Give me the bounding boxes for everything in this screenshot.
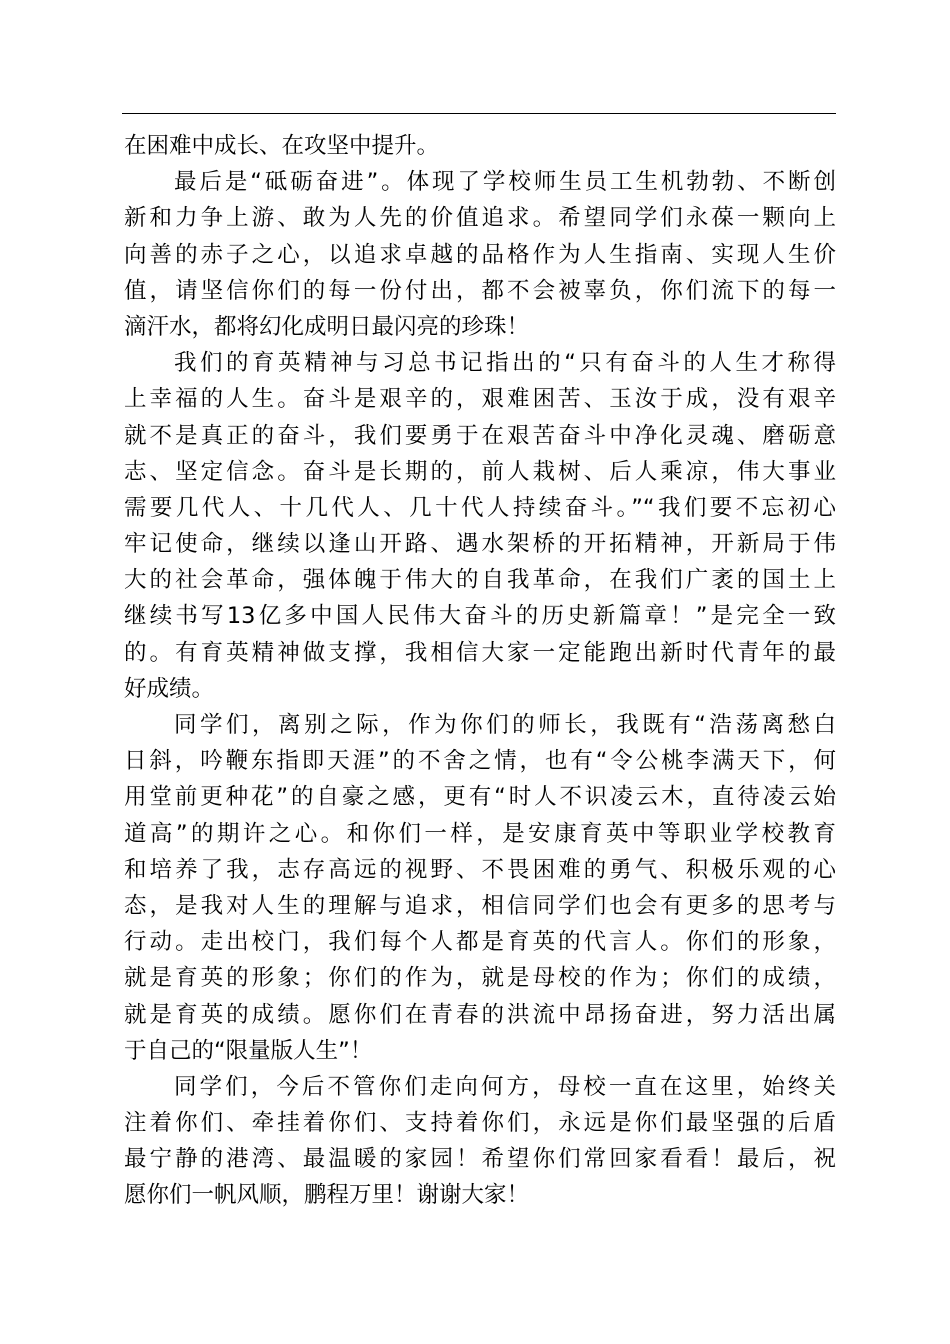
text-line: 最宁静的港湾、最温暖的家园！希望你们常回家看看！最后，祝	[124, 1146, 836, 1173]
text-line: 值，请坚信你们的每一份付出，都不会被辜负，你们流下的每一	[124, 277, 836, 304]
text-line: 滴汗水，都将幻化成明日最闪亮的珍珠！	[124, 313, 530, 340]
text-line: 上幸福的人生。奋斗是艰辛的，艰难困苦、玉汝于成，没有艰辛	[124, 386, 836, 413]
text-line: 大的社会革命，强体魄于伟大的自我革命，在我们广袤的国土上	[124, 567, 836, 594]
text-line: 在困难中成长、在攻坚中提升。	[124, 133, 440, 159]
text-line: 日斜，吟鞭东指即天涯”的不舍之情，也有“令公桃李满天下，何	[124, 748, 836, 775]
text-line: 的。有育英精神做支撑，我相信大家一定能跑出新时代青年的最	[124, 639, 836, 666]
text-line: 好成绩。	[124, 675, 215, 702]
text-line: 愿你们一帆风顺，鹏程万里！谢谢大家！	[124, 1182, 530, 1209]
text-line: 需要几代人、十几代人、几十代人持续奋斗。”“我们要不忘初心	[124, 494, 836, 521]
text-line: 行动。走出校门，我们每个人都是育英的代言人。你们的形象，	[124, 929, 836, 956]
text-line: 就是育英的形象；你们的作为，就是母校的作为；你们的成绩，	[124, 965, 836, 992]
paragraph-start-line: 同学们，离别之际，作为你们的师长，我既有“浩荡离愁白	[174, 712, 836, 738]
text-line: 和培养了我，志存高远的视野、不畏困难的勇气、积极乐观的心	[124, 856, 836, 883]
text-line: 就是育英的成绩。愿你们在青春的洪流中昂扬奋进，努力活出属	[124, 1001, 836, 1028]
text-line: 注着你们、牵挂着你们、支持着你们，永远是你们最坚强的后盾	[124, 1110, 836, 1137]
text-line: 新和力争上游、敢为人先的价值追求。希望同学们永葆一颗向上	[124, 205, 836, 232]
paragraph-start-line: 同学们，今后不管你们走向何方，母校一直在这里，始终关	[174, 1073, 836, 1100]
text-line: 继续书写13亿多中国人民伟大奋斗的历史新篇章！”是完全一致	[124, 603, 836, 630]
text-line: 牢记使命，继续以逢山开路、遇水架桥的开拓精神，开新局于伟	[124, 531, 836, 558]
paragraph-start-line: 我们的育英精神与习总书记指出的“只有奋斗的人生才称得	[174, 350, 836, 377]
text-line: 志、坚定信念。奋斗是长期的，前人栽树、后人乘凉，伟大事业	[124, 458, 836, 485]
text-line: 向善的赤子之心，以追求卓越的品格作为人生指南、实现人生价	[124, 241, 836, 268]
header-rule	[122, 113, 836, 114]
text-line: 态，是我对人生的理解与追求，相信同学们也会有更多的思考与	[124, 892, 836, 919]
text-line: 于自己的“限量版人生”！	[124, 1037, 373, 1064]
document-body	[124, 128, 836, 1214]
paragraph-start-line: 最后是“砥砺奋进”。体现了学校师生员工生机勃勃、不断创	[174, 169, 836, 196]
text-line: 用堂前更种花”的自豪之感，更有“时人不识凌云木，直待凌云始	[124, 784, 836, 811]
text-line: 道高”的期许之心。和你们一样，是安康育英中等职业学校教育	[124, 820, 836, 847]
text-line: 就不是真正的奋斗，我们要勇于在艰苦奋斗中净化灵魂、磨砺意	[124, 422, 836, 449]
